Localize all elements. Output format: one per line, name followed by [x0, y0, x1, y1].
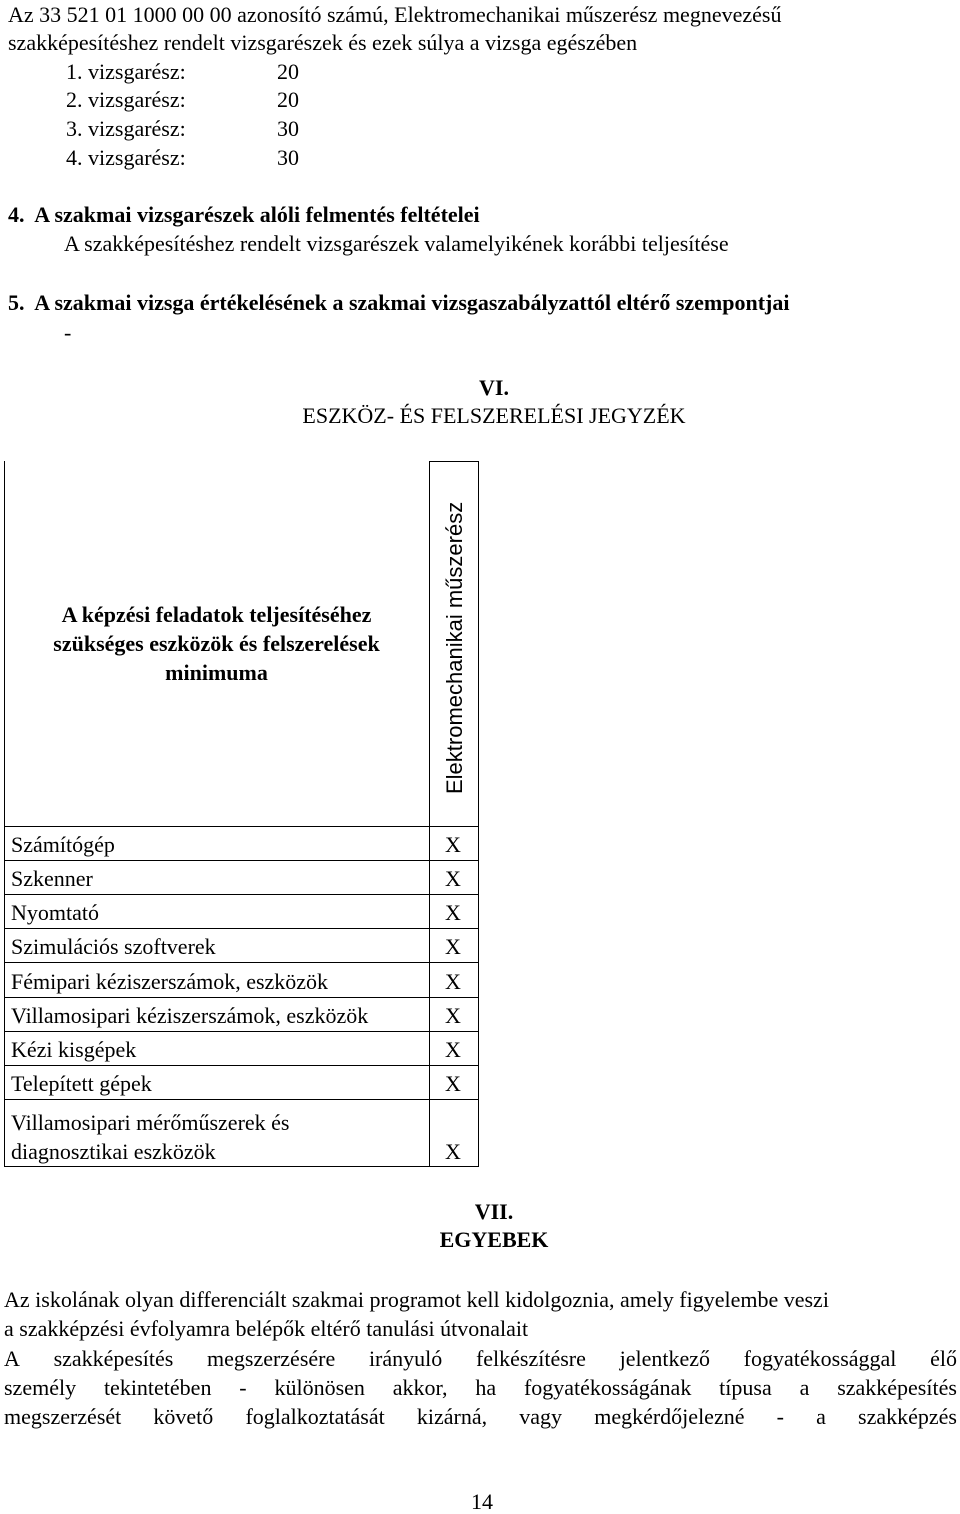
word: -	[776, 1404, 784, 1429]
table-row-mark: X	[445, 900, 461, 925]
section-7-para-2-line-2	[4, 1377, 957, 1399]
section-7-para-2-line-1	[4, 1348, 957, 1370]
part-1-label: 1. vizsgarész:	[66, 59, 186, 84]
section-6-title: ESZKÖZ- ÉS FELSZERELÉSI JEGYZÉK	[302, 403, 686, 428]
table-row-item: Nyomtató	[11, 900, 99, 925]
word: a	[816, 1404, 826, 1429]
section-4-text: A szakképesítéshez rendelt vizsgarészek valamelyikének korábbi teljesítése	[64, 231, 729, 256]
table-row-item: Kézi kisgépek	[11, 1037, 137, 1062]
table-header-left-line-3: minimuma	[165, 660, 268, 685]
word: szakképesítés	[837, 1375, 957, 1400]
table-row-mark: X	[445, 866, 461, 891]
section-5-text: -	[64, 320, 72, 345]
section-7-para-1-line-2: a szakképzési évfolyamra belépők eltérő tanulási útvonalait	[4, 1316, 529, 1341]
part-1-value: 20	[277, 59, 299, 84]
part-4-label: 4. vizsgarész:	[66, 145, 186, 170]
word: felkészítésre	[475, 1346, 586, 1371]
table-row-line	[4, 1065, 479, 1066]
table-row-item: Villamosipari kéziszerszámok, eszközök	[11, 1003, 369, 1028]
word: különösen	[274, 1375, 365, 1400]
table-border-left	[4, 461, 5, 1167]
table-row-mark: X	[445, 934, 461, 959]
table-row-mark: X	[445, 969, 461, 994]
table-row-line	[4, 1099, 479, 1100]
table-row-line	[4, 1031, 479, 1032]
table-row-line	[4, 894, 479, 895]
table-column-divider	[429, 461, 430, 1167]
word: személy	[4, 1375, 77, 1400]
word: szakképzés	[858, 1404, 957, 1429]
intro-line-1: Az 33 521 01 1000 00 00 azonosító számú, Elektromechanikai műszerész megnevezésű	[8, 2, 782, 27]
word: vagy	[519, 1404, 563, 1429]
section-7-para-1-line-1: Az iskolának olyan differenciált szakmai programot kell kidolgoznia, amely figyelembe veszi	[4, 1287, 829, 1312]
table-row-mark: X	[445, 1071, 461, 1096]
table-row-line	[4, 997, 479, 998]
table-bottom-line	[4, 1166, 479, 1167]
word: jelentkező	[619, 1346, 710, 1371]
table-row-mark: X	[445, 1139, 461, 1164]
table-header-profession: Elektromechanikai műszerész	[442, 501, 467, 794]
word: kizárná,	[416, 1404, 488, 1429]
table-row-line	[4, 860, 479, 861]
word: követő	[153, 1404, 214, 1429]
word: ha	[475, 1375, 497, 1400]
word: típusa	[719, 1375, 772, 1400]
section-4-heading: 4. A szakmai vizsgarészek alóli felmentés feltételei	[8, 202, 480, 227]
word: a	[799, 1375, 810, 1400]
section-7-number: VII.	[474, 1199, 514, 1224]
table-border-right	[478, 461, 479, 1167]
section-6-number: VI.	[479, 375, 509, 400]
word: megszerzésére	[207, 1346, 336, 1371]
part-3-value: 30	[277, 116, 299, 141]
table-row-line	[4, 928, 479, 929]
table-row-item-line-1: Villamosipari mérőműszerek és	[11, 1110, 290, 1135]
word: élő	[930, 1346, 957, 1371]
word: fogyatékosságának	[523, 1375, 692, 1400]
part-3-label: 3. vizsgarész:	[66, 116, 186, 141]
part-2-label: 2. vizsgarész:	[66, 87, 186, 112]
word: fogyatékossággal	[743, 1346, 897, 1371]
table-row-item: Telepített gépek	[11, 1071, 152, 1096]
table-row-mark: X	[445, 832, 461, 857]
table-row-item-line-2: diagnosztikai eszközök	[11, 1139, 216, 1164]
section-7-para-2-line-3	[4, 1406, 957, 1428]
table-row-item: Szimulációs szoftverek	[11, 934, 216, 959]
page-number: 14	[471, 1489, 493, 1514]
table-header-line	[4, 826, 479, 827]
word: szakképesítés	[53, 1346, 174, 1371]
word: megszerzését	[4, 1404, 122, 1429]
table-row-item: Szkenner	[11, 866, 93, 891]
table-header-left-line-2: szükséges eszközök és felszerelések	[53, 631, 380, 656]
word: akkor,	[392, 1375, 448, 1400]
word: tekintetében	[103, 1375, 212, 1400]
table-top-line	[430, 461, 479, 462]
word: irányuló	[368, 1346, 443, 1371]
table-row-mark: X	[445, 1003, 461, 1028]
word: -	[239, 1375, 247, 1400]
section-5-heading: 5. A szakmai vizsga értékelésének a szakmai vizsgaszabályzattól eltérő szempontjai	[8, 290, 790, 315]
word: foglalkoztatását	[245, 1404, 385, 1429]
table-row-item: Fémipari kéziszerszámok, eszközök	[11, 969, 329, 994]
table-header-left-line-1: A képzési feladatok teljesítéséhez	[61, 602, 372, 627]
word: megkérdőjelezné	[594, 1404, 745, 1429]
table-row-line	[4, 962, 479, 963]
section-7-title: EGYEBEK	[439, 1227, 549, 1252]
table-row-mark: X	[445, 1037, 461, 1062]
part-2-value: 20	[277, 87, 299, 112]
part-4-value: 30	[277, 145, 299, 170]
word: A	[4, 1346, 20, 1371]
table-row-item: Számítógép	[11, 832, 115, 857]
intro-line-2: szakképesítéshez rendelt vizsgarészek és ezek súlya a vizsga egészében	[8, 30, 638, 55]
